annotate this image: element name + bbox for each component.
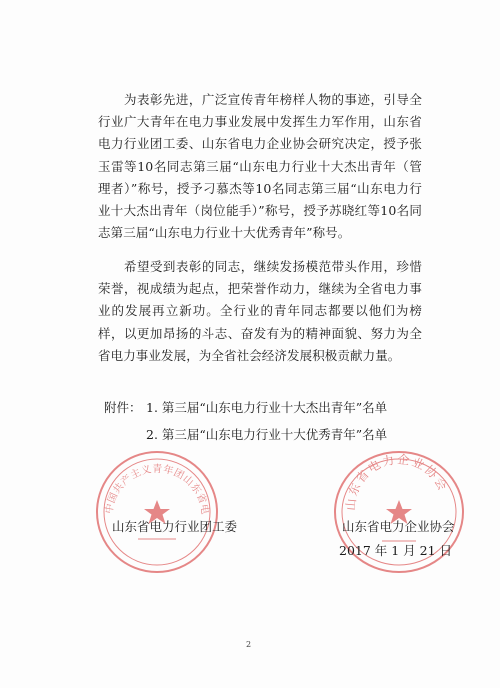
svg-text:中国共产主义青年团山东省电力行业工作委员会: 中国共产主义青年团山东省电 xyxy=(103,463,211,516)
youth-league-seal-graphic xyxy=(98,453,216,571)
attachment-item-1: 1. 第三届“山东电力行业十大杰出青年”名单 xyxy=(146,400,388,415)
youth-league-seal xyxy=(96,451,218,573)
body-paragraph-2: 希望受到表彰的同志，继续发扬模范带头作用，珍惜荣誉，视成绩为起点，把荣誉作动力，继续为全省电力事业的发展再立新功。全行业的青年同志都要以他们为榜样，以更加昂扬的斗志、奋发有为的精神面貌、努力为全省电力事业发展，为全省社会经济发展积极贡献力量。 xyxy=(98,259,422,363)
attachment-item-2: 2. 第三届“山东电力行业十大优秀青年”名单 xyxy=(146,427,388,442)
signature-right-organization: 山东省电力企业协会 xyxy=(342,519,455,534)
page-number: 2 xyxy=(246,640,252,649)
attachments-label: 附件： xyxy=(104,400,142,415)
signature-date: 2017 年 1 月 21 日 xyxy=(339,543,453,558)
signature-left-organization: 山东省电力行业团工委 xyxy=(112,519,238,534)
body-paragraph-1: 为表彰先进，广泛宣传青年榜样人物的事迹，引导全行业广大青年在电力事业发展中发挥生力军作用，山东省电力行业团工委、山东省电力企业协会研究决定，授予张玉雷等10名同志第三届“山东电力行业十大杰出青年（管理者）”称号，授予刁慕杰等10名同志第三届“山东电力行业十大杰出青年（岗位能手）”称号，授予苏晓红等10名同志第三届“山东电力行业十大优秀青年”称号。 xyxy=(98,92,422,241)
svg-text:山东省电力企业协会: 山东省电力企业协会 xyxy=(343,453,451,512)
